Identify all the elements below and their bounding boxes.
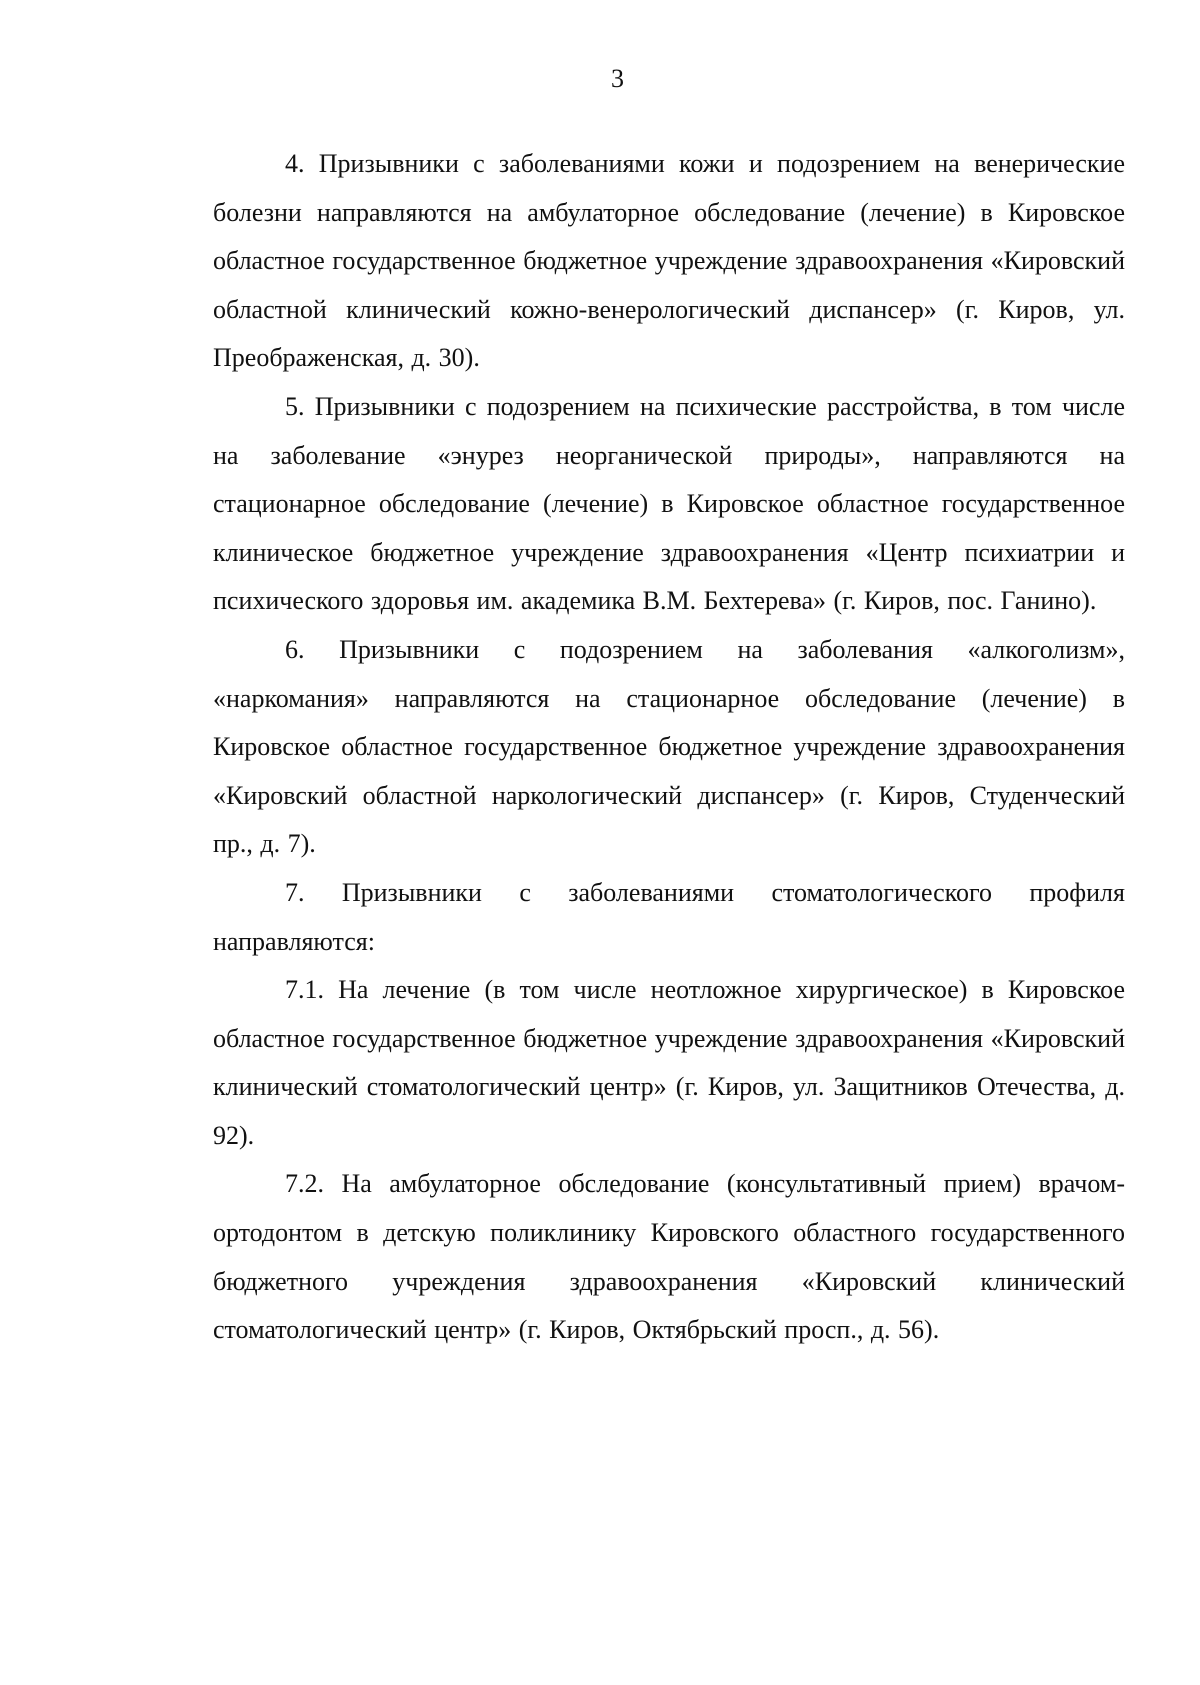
- paragraph-7-2-orthodontist-exam: 7.2. На амбулаторное обследование (консультативный прием) врачом-ортодонтом в детскую поликлинику Кировского областного государственного бюджетного учреждения здравоохранения «Кировский клинический стоматологический центр» (г. Киров, Октябрьский просп., д. 56).: [213, 1169, 1125, 1345]
- paragraph-6-alcoholism-narcomania: 6. Призывники с подозрением на заболевания «алкоголизм», «наркомания» направляются на стационарное обследование (лечение) в Кировское областное государственное бюджетное учреждение здравоохранения «Кировский областной наркологический диспансер» (г. Киров, Студенческий пр., д. 7).: [213, 634, 1125, 859]
- document-body: [213, 140, 1125, 1355]
- paragraph-4-skin-diseases: 4. Призывники с заболеваниями кожи и подозрением на венерические болезни направляются на амбулаторное обследование (лечение) в Кировское областное государственное бюджетное учреждение здравоохранения «Кировский областной клинический кожно-венерологический диспансер» (г. Киров, ул. Преображенская, д. 30).: [213, 149, 1125, 373]
- page-number: 3: [611, 64, 624, 93]
- paragraph-5-mental-disorders: 5. Призывники с подозрением на психические расстройства, в том числе на заболевание «энурез неорганической природы», направляются на стационарное обследование (лечение) в Кировское областное государственное клиническое бюджетное учреждение здравоохранения «Центр психиатрии и психического здоровья им. академика В.М. Бехтерева» (г. Киров, пос. Ганино).: [213, 391, 1125, 616]
- paragraph-7-dental-diseases: 7. Призывники с заболеваниями стоматологического профиля направляются:: [213, 877, 1125, 956]
- paragraph-7-1-dental-treatment: 7.1. На лечение (в том числе неотложное хирургическое) в Кировское областное государственное бюджетное учреждение здравоохранения «Кировский клинический стоматологический центр» (г. Киров, ул. Защитников Отечества, д. 92).: [213, 975, 1125, 1150]
